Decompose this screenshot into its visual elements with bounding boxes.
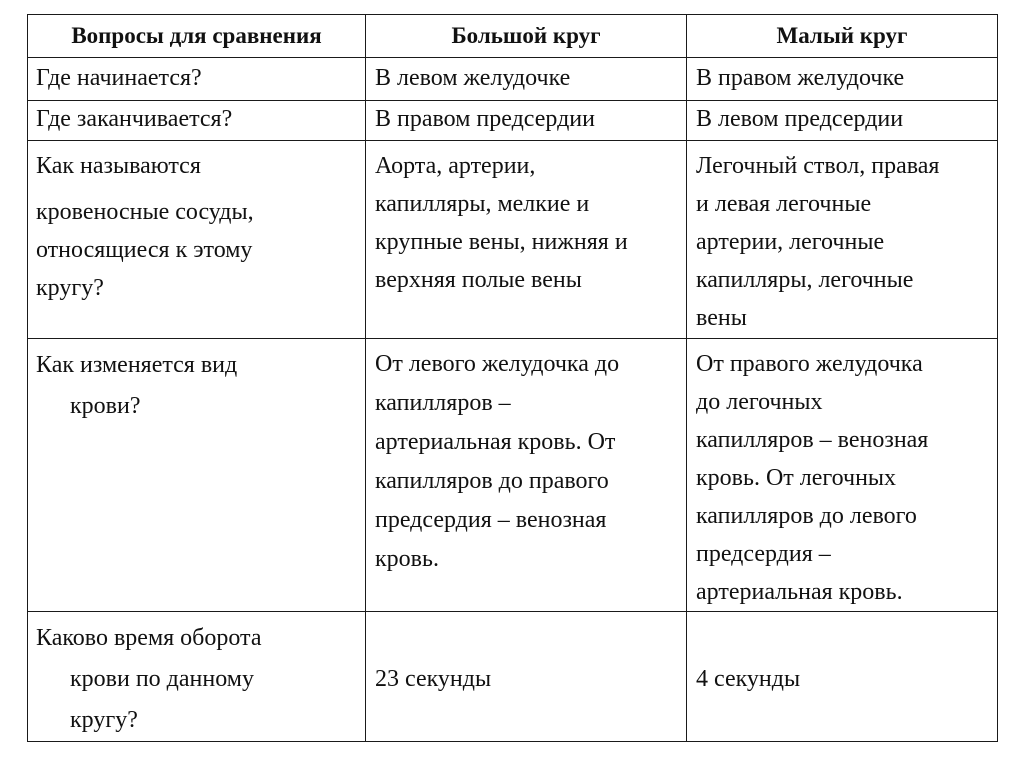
pulmonary-text: капилляры, легочные	[696, 267, 914, 293]
pulmonary-text: капилляров – венозная	[696, 427, 929, 453]
systemic-cell	[366, 612, 687, 742]
question-text: кругу?	[70, 707, 138, 733]
systemic-text: В правом предсердии	[375, 106, 595, 132]
pulmonary-text: 4 секунды	[696, 666, 801, 692]
question-text: Где начинается?	[36, 65, 202, 91]
pulmonary-cell	[687, 101, 998, 141]
question-text: крови?	[70, 393, 141, 419]
question-text: кровеносные сосуды,	[36, 199, 254, 225]
systemic-text: крупные вены, нижняя и	[375, 229, 628, 255]
systemic-cell	[366, 339, 687, 612]
systemic-text: артериальная кровь. От	[375, 429, 616, 455]
systemic-text: верхняя полые вены	[375, 267, 582, 293]
pulmonary-text: до легочных	[696, 389, 823, 415]
pulmonary-cell	[687, 58, 998, 101]
question-text: Каково время оборота	[36, 625, 262, 651]
table-row	[28, 141, 998, 339]
table-row	[28, 339, 998, 612]
comparison-table	[27, 14, 998, 742]
pulmonary-text: В правом желудочке	[696, 65, 905, 91]
table-row	[28, 101, 998, 141]
pulmonary-text: артерии, легочные	[696, 229, 885, 255]
question-text: Как изменяется вид	[36, 352, 238, 378]
pulmonary-cell	[687, 141, 998, 339]
pulmonary-text: кровь. От легочных	[696, 465, 897, 491]
pulmonary-cell	[687, 612, 998, 742]
table-header-row	[28, 15, 998, 58]
systemic-text: 23 секунды	[375, 666, 492, 692]
question-text: относящиеся к этому	[36, 237, 253, 263]
question-cell	[28, 612, 366, 742]
header-pulmonary-circulation: Малый круг	[687, 15, 998, 58]
pulmonary-text: вены	[696, 305, 747, 331]
question-text: кругу?	[36, 275, 104, 301]
systemic-text: капилляров до правого	[375, 468, 609, 494]
question-text: Где заканчивается?	[36, 106, 233, 132]
pulmonary-text: От правого желудочка	[696, 351, 923, 377]
systemic-text: Аорта, артерии,	[375, 153, 536, 179]
pulmonary-text: капилляров до левого	[696, 503, 917, 529]
table-row	[28, 58, 998, 101]
pulmonary-text: Легочный ствол, правая	[696, 153, 940, 179]
table-row	[28, 612, 998, 742]
question-cell	[28, 141, 366, 339]
pulmonary-text: В левом предсердии	[696, 106, 904, 132]
systemic-text: капилляры, мелкие и	[375, 191, 590, 217]
systemic-cell	[366, 101, 687, 141]
question-text: крови по данному	[70, 666, 254, 692]
question-cell	[28, 339, 366, 612]
question-cell	[28, 58, 366, 101]
pulmonary-text: и левая легочные	[696, 191, 872, 217]
pulmonary-text: предсердия –	[696, 541, 831, 567]
header-systemic-circulation: Большой круг	[366, 15, 687, 58]
systemic-cell	[366, 58, 687, 101]
systemic-text: предсердия – венозная	[375, 507, 607, 533]
systemic-text: кровь.	[375, 546, 439, 572]
question-cell	[28, 101, 366, 141]
header-questions: Вопросы для сравнения	[28, 15, 366, 58]
systemic-text: От левого желудочка до	[375, 351, 620, 377]
pulmonary-text: артериальная кровь.	[696, 579, 903, 605]
question-text: Как называются	[36, 153, 201, 179]
pulmonary-cell	[687, 339, 998, 612]
systemic-cell	[366, 141, 687, 339]
systemic-text: капилляров –	[375, 390, 511, 416]
systemic-text: В левом желудочке	[375, 65, 571, 91]
